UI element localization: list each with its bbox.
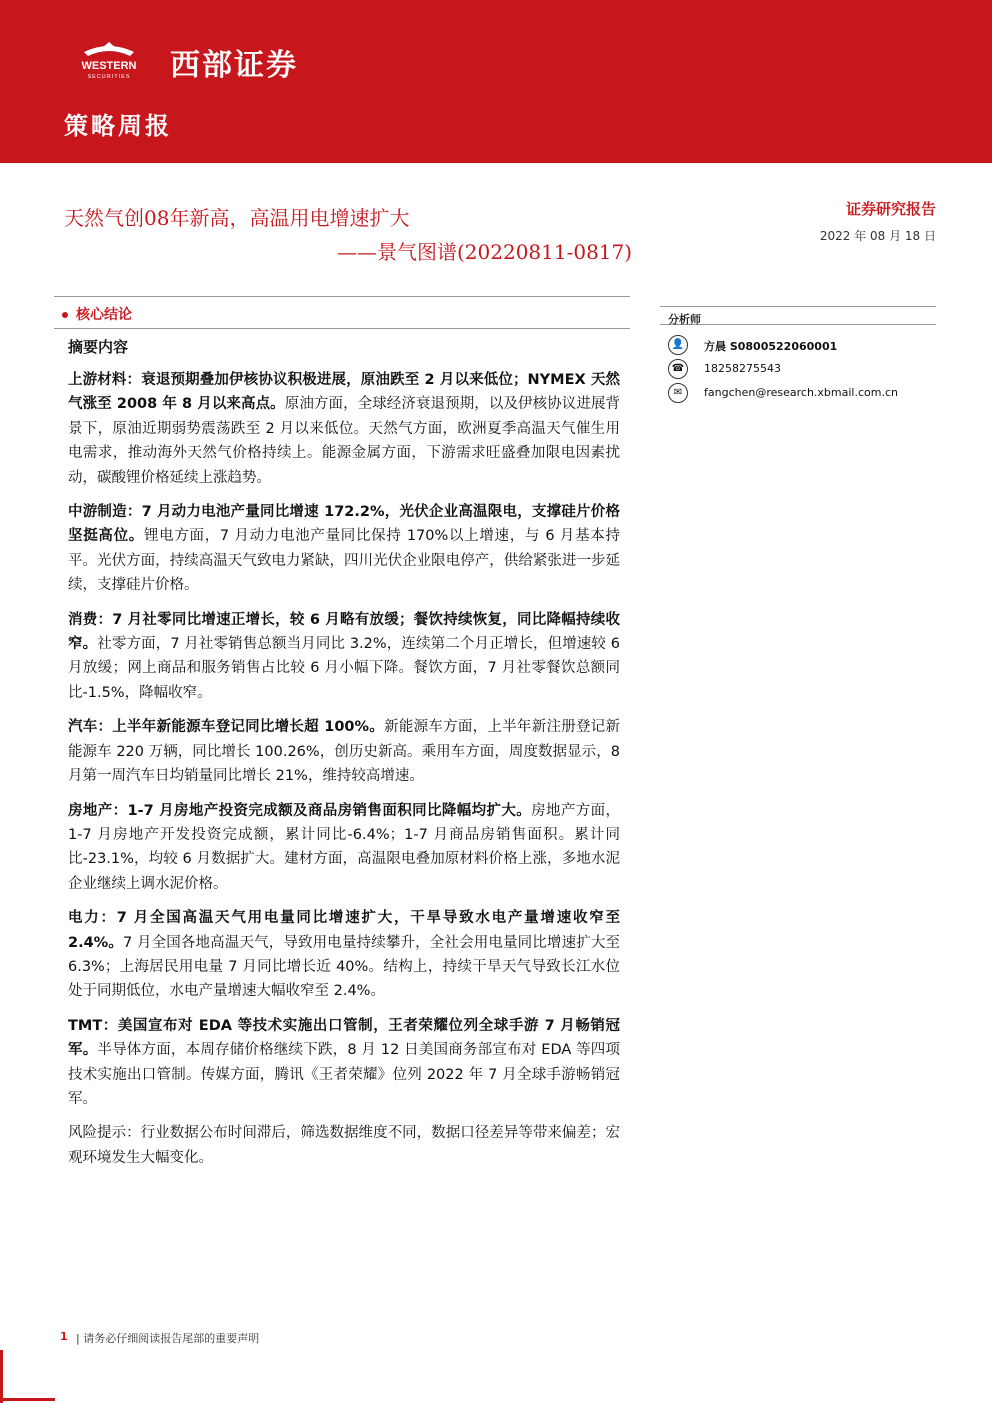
paragraph-lead: 房地产：1-7 月房地产投资完成额及商品房销售面积同比降幅均扩大。 <box>68 802 532 819</box>
paragraph-text: 风险提示：行业数据公布时间滞后，筛选数据维度不同，数据口径差异等带来偏差；宏观环境发生大幅变化。 <box>68 1125 620 1166</box>
report-title-line1: 天然气创08年新高，高温用电增速扩大 <box>64 206 410 230</box>
section-heading <box>62 304 132 324</box>
paragraph-lead: 汽车：上半年新能源车登记同比增长超 100%。 <box>68 719 385 736</box>
divider-under-heading <box>54 328 630 329</box>
western-securities-logo-icon <box>64 42 154 82</box>
paragraph-tmt <box>68 1014 620 1112</box>
paragraph-power <box>68 906 620 1004</box>
report-kind: 策略周报 <box>64 112 172 140</box>
divider-top-left <box>54 296 630 297</box>
summary-body <box>68 368 620 1180</box>
paragraph-text: 社零方面，7 月社零销售总额当月同比 3.2%，连续第二个月正增长，但增速较 6 月放缓；网上商品和服务销售占比较 6 月小幅下降。餐饮方面，7 月社零餐饮总额同比-1.5%，降幅收窄。 <box>68 636 621 701</box>
logo-text-western: WESTERN <box>81 60 137 72</box>
section-heading-text: 核心结论 <box>76 307 132 323</box>
paragraph-text: 新能源车方面，上半年新注册登记新能源车 220 万辆，同比增长 100.26%，创历史新高。乘用车方面，周度数据显示，8 月第一周汽车日均销量同比增长 21%，维持较高增速。 <box>68 719 621 785</box>
divider-sidebar-label <box>660 324 936 325</box>
paragraph-text: 半导体方面，本周存储价格继续下跌，8 月 12 日美国商务部宣布对 EDA 等四项技术实施出口管制。传媒方面，腾讯《王者荣耀》位列 2022 年 7 月全球手游畅销冠军。 <box>68 1042 620 1107</box>
paragraph-lead: TMT：美国宣布对 EDA 等技术实施出口管制，王者荣耀位列全球手游 7 月畅销冠军。 <box>68 1017 620 1059</box>
paragraph-consumption <box>68 608 620 706</box>
paragraph-lead: 上游材料：衰退预期叠加伊核协议积极进展，原油跌至 2 月以来低位；NYMEX 天然气涨至 2008 年 8 月以来高点。 <box>68 372 620 413</box>
analyst-phone: 18258275543 <box>704 362 781 375</box>
paragraph-text: 房地产方面，1-7 月房地产开发投资完成额，累计同比-6.4%；1-7 月商品房销售面积。累计同比-23.1%，均较 6 月数据扩大。建材方面，高温限电叠加原材料价格上涨，多地水泥企业继续上调水泥价格。 <box>68 802 621 892</box>
report-title-line2: ——景气图谱(20220811-0817) <box>337 240 633 264</box>
paragraph-upstream <box>68 368 620 490</box>
brand-name: 西部证券 <box>170 48 298 83</box>
bullet-dot-icon <box>62 312 68 318</box>
logo-text-securities: SECURITIES <box>87 74 131 80</box>
phone-icon: ☎ <box>668 359 688 379</box>
page-number: 1 <box>60 1330 68 1343</box>
analyst-label: 分析师 <box>668 313 701 326</box>
paragraph-lead: 消费：7 月社零同比增速正增长，较 6 月略有放缓；餐饮持续恢复，同比降幅持续收窄。 <box>68 611 620 653</box>
report-date: 2022 年 08 月 18 日 <box>819 229 936 243</box>
paragraph-midstream <box>68 500 620 598</box>
footer-disclaimer: | 请务必仔细阅读报告尾部的重要声明 <box>76 1332 260 1345</box>
corner-mark-horizontal <box>0 1398 55 1401</box>
paragraph-lead: 电力：7 月全国高温天气用电量同比增速扩大，干旱导致水电产量增速收窄至 2.4%。 <box>68 910 620 951</box>
corner-mark-vertical <box>0 1350 3 1403</box>
paragraph-auto <box>68 715 620 788</box>
analyst-email[interactable]: fangchen@research.xbmail.com.cn <box>704 386 898 399</box>
report-type-label: 证券研究报告 <box>845 200 936 218</box>
paragraph-text: 原油方面，全球经济衰退预期，以及伊核协议进展背景下，原油近期弱势震荡跌至 2 月以来低位。天然气方面，欧洲夏季高温天气催生用电需求，推动海外天然气价格持续上。能源金属方面，下游需求旺盛叠加限电因素扰动，碳酸锂价格延续上涨趋势。 <box>68 396 620 486</box>
paragraph-lead: 中游制造：7 月动力电池产量同比增速 172.2%，光伏企业高温限电，支撑硅片价格坚挺高位。 <box>68 504 620 545</box>
paragraph-risk <box>68 1121 620 1170</box>
header-banner <box>0 0 992 163</box>
summary-subheading: 摘要内容 <box>68 338 129 356</box>
divider-sidebar-top <box>660 306 936 307</box>
person-icon: 👤 <box>668 335 688 355</box>
analyst-name-id: 方晨 S0800522060001 <box>704 340 838 353</box>
mail-icon: ✉ <box>668 383 688 403</box>
paragraph-text: 7 月全国各地高温天气，导致用电量持续攀升，全社会用电量同比增速扩大至 6.3%；上海居民用电量 7 月同比增长近 40%。结构上，持续干旱天气导致长江水位处于同期低位，水电产量增速大幅收窄至 2.4%。 <box>68 934 620 1000</box>
paragraph-text: 锂电方面，7 月动力电池产量同比保持 170%以上增速，与 6 月基本持平。光伏方面，持续高温天气致电力紧缺，四川光伏企业限电停产，供给紧张进一步延续，支撑硅片价格。 <box>68 528 620 594</box>
paragraph-real-estate <box>68 799 620 897</box>
